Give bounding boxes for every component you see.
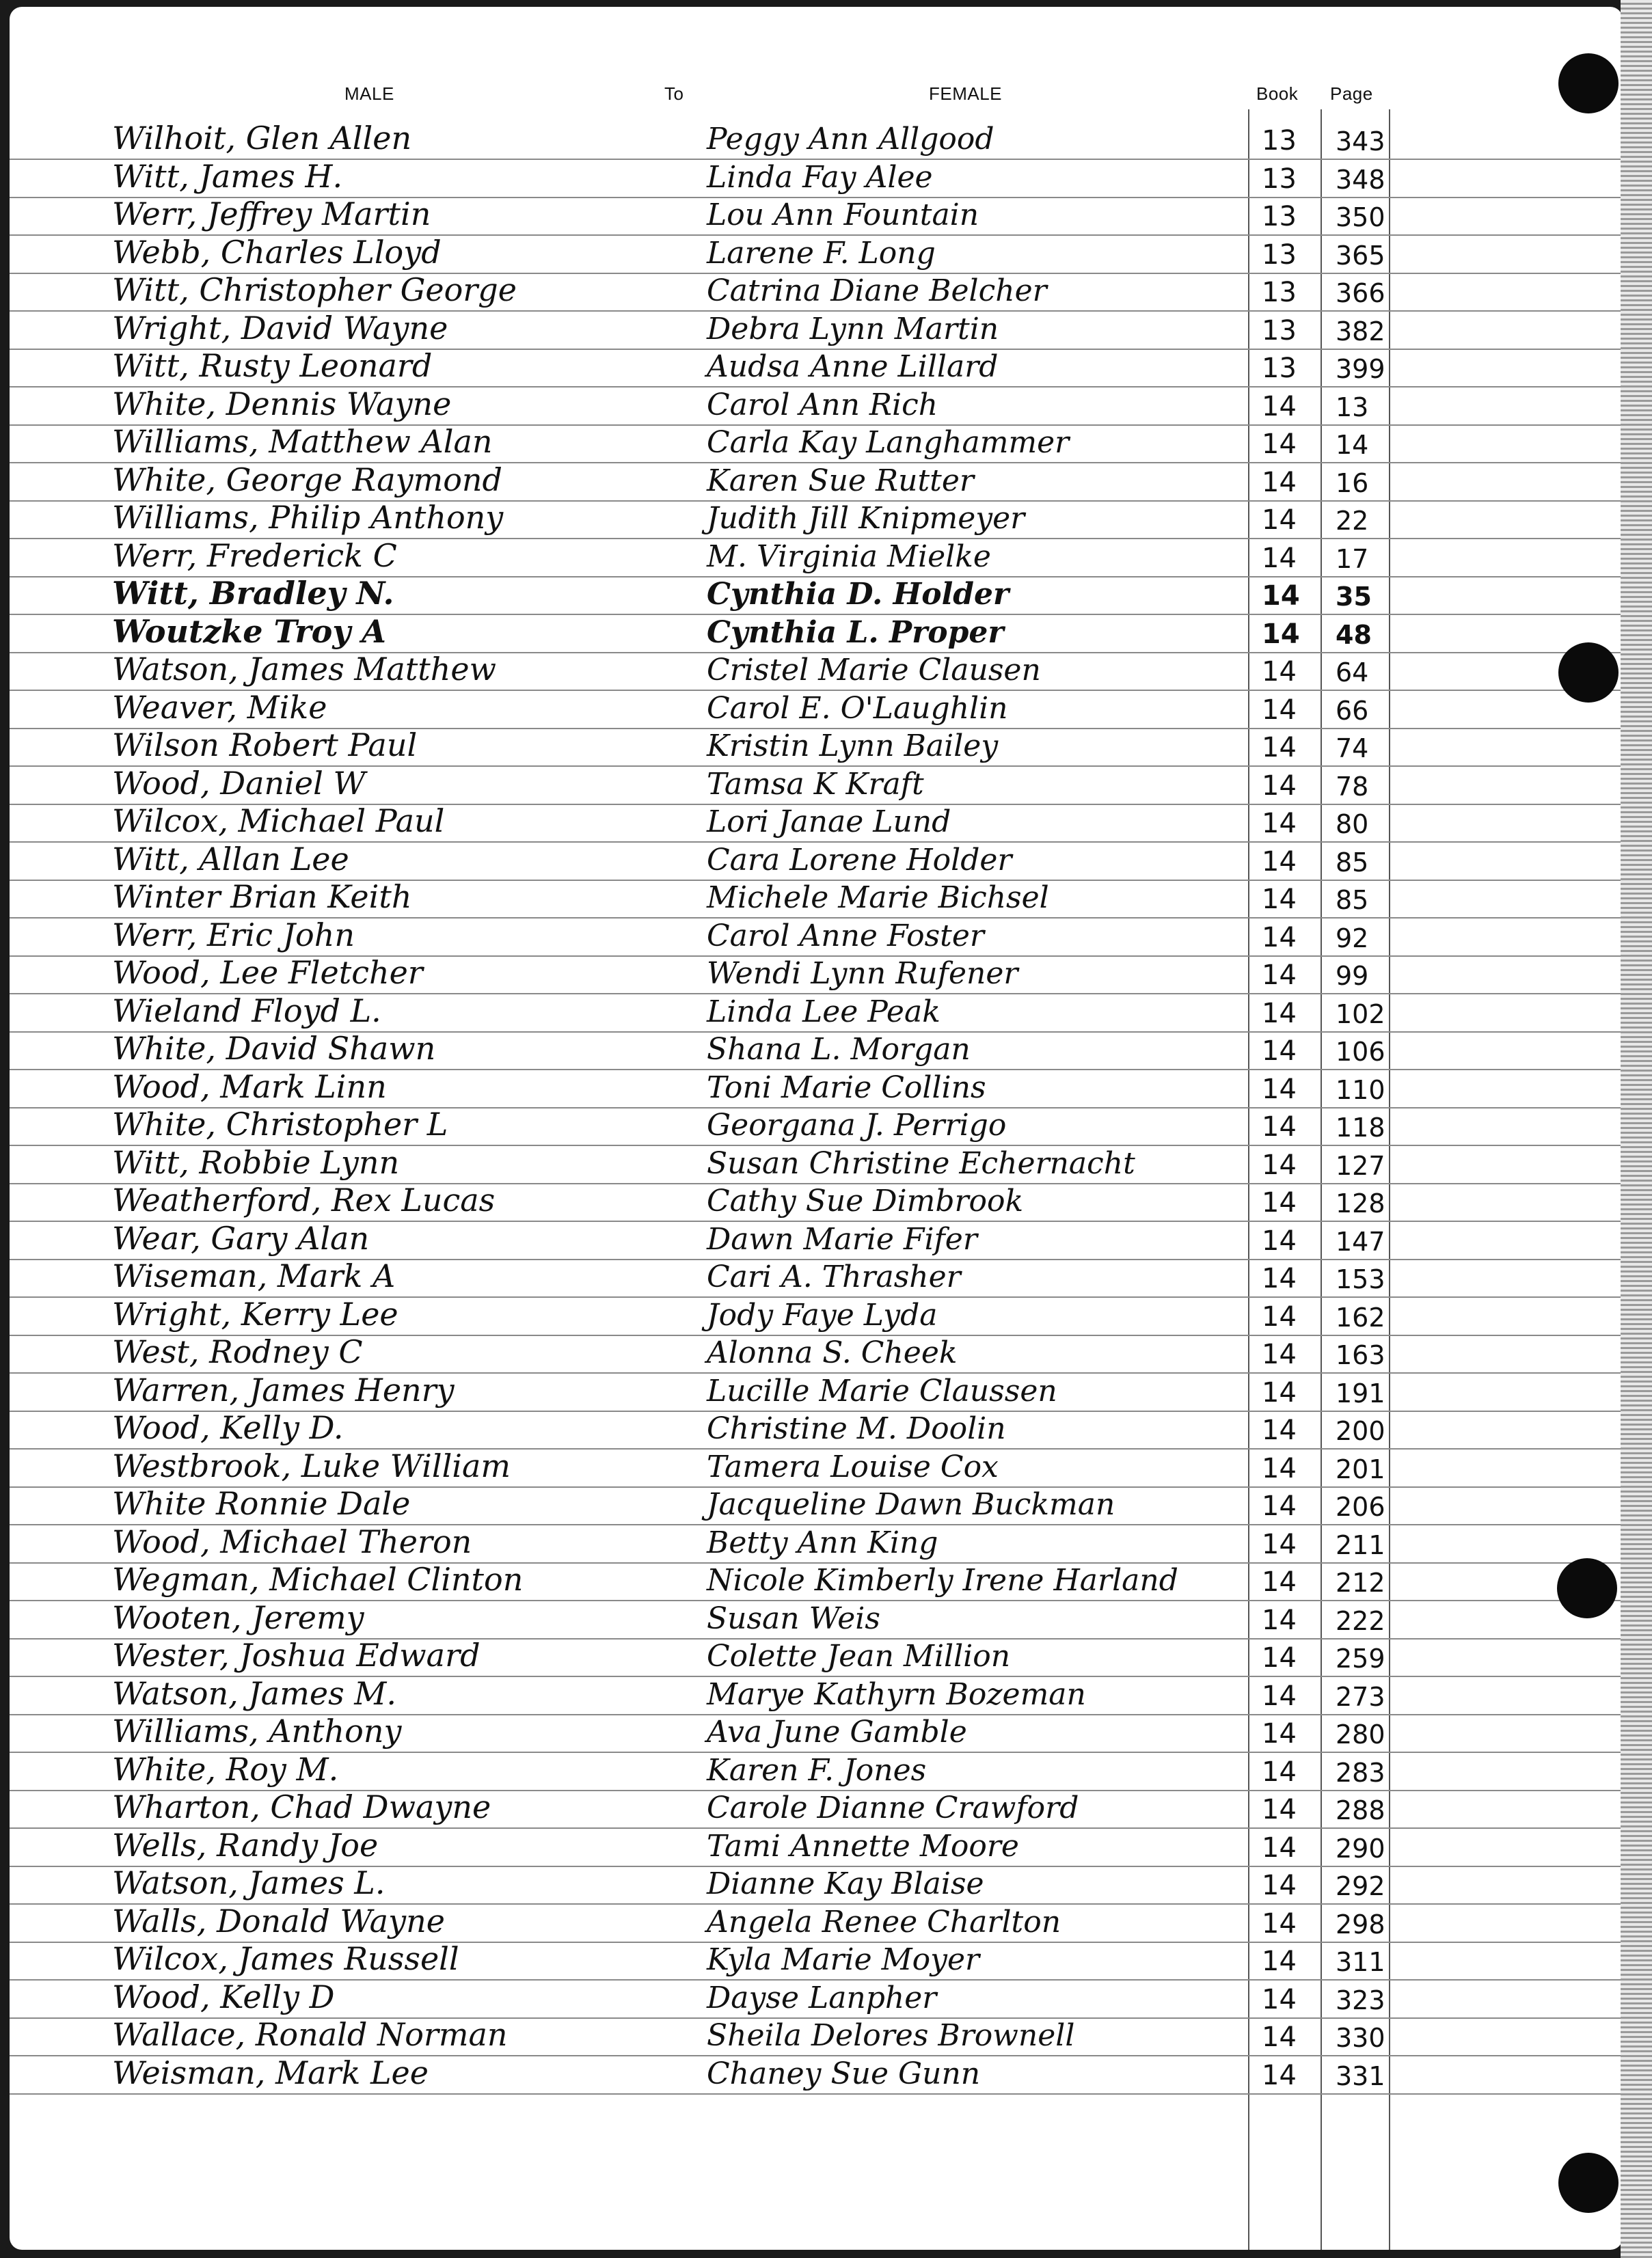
female-name: Carol Anne Foster <box>707 918 984 953</box>
page-number: 92 <box>1336 923 1369 953</box>
ledger-row <box>10 764 1623 804</box>
female-name: Marye Kathyrn Bozeman <box>707 1676 1086 1712</box>
female-name: Angela Renee Charlton <box>707 1904 1061 1940</box>
male-name: White, George Raymond <box>112 461 503 498</box>
page-number: 74 <box>1336 733 1369 763</box>
book-number: 14 <box>1262 2059 1297 2091</box>
female-name: Michele Marie Bichsel <box>707 880 1049 915</box>
ledger-row <box>10 1674 1623 1715</box>
female-name: Jody Faye Lyda <box>707 1297 938 1333</box>
ledger-row <box>10 1525 1623 1563</box>
punch-hole <box>1558 642 1619 703</box>
page-number: 323 <box>1336 1985 1385 2015</box>
page-number: 147 <box>1336 1226 1385 1257</box>
ledger-row <box>10 1487 1623 1525</box>
ledger-row <box>10 273 1623 311</box>
male-name: Witt, Allan Lee <box>112 840 349 878</box>
header-book: Book <box>1256 83 1299 104</box>
male-name: Wood, Michael Theron <box>112 1523 472 1560</box>
female-name: Alonna S. Cheek <box>707 1335 958 1370</box>
book-number: 14 <box>1262 1111 1297 1143</box>
page-number: 22 <box>1336 506 1369 536</box>
page-number: 206 <box>1336 1492 1385 1522</box>
book-number: 14 <box>1262 1604 1297 1636</box>
book-number: 14 <box>1262 770 1297 802</box>
page-number: 85 <box>1336 847 1369 878</box>
male-name: Wood, Mark Linn <box>112 1067 387 1105</box>
ledger-row <box>10 1826 1623 1866</box>
female-name: Kyla Marie Moyer <box>707 1942 980 1977</box>
male-name: Williams, Anthony <box>112 1713 402 1750</box>
male-name: Warren, James Henry <box>112 1371 455 1409</box>
male-name: Wood, Kelly D. <box>112 1409 344 1446</box>
ledger-row <box>10 1257 1623 1297</box>
ledger-page <box>10 7 1623 2250</box>
ledger-row <box>10 309 1623 349</box>
male-name: White, Christopher L <box>112 1106 448 1143</box>
book-number: 13 <box>1262 239 1297 271</box>
book-number: 14 <box>1262 1870 1297 1901</box>
page-number: 259 <box>1336 1644 1385 1674</box>
book-number: 14 <box>1262 1718 1297 1750</box>
female-name: Tamera Louise Cox <box>707 1449 999 1484</box>
male-name: Watson, James L. <box>112 1864 385 1901</box>
male-name: Witt, Bradley N. <box>112 575 394 612</box>
male-name: Woutzke Troy A <box>112 612 386 650</box>
female-name: Tami Annette Moore <box>707 1828 1019 1864</box>
page-number: 290 <box>1336 1833 1385 1864</box>
male-name: Williams, Matthew Alan <box>112 423 493 460</box>
book-number: 14 <box>1262 542 1297 574</box>
page-number: 106 <box>1336 1037 1385 1067</box>
ledger-row <box>10 463 1623 501</box>
page-number: 153 <box>1336 1264 1385 1294</box>
female-name: Kristin Lynn Bailey <box>707 729 999 763</box>
page-number: 331 <box>1336 2060 1385 2091</box>
book-number: 14 <box>1262 1187 1297 1219</box>
female-name: Christine M. Doolin <box>707 1411 1006 1446</box>
book-number: 14 <box>1262 1225 1297 1257</box>
ledger-row <box>10 1295 1623 1335</box>
page-number: 35 <box>1336 582 1372 612</box>
female-name: Lou Ann Fountain <box>707 198 979 232</box>
female-name: M. Virginia Mielke <box>707 539 991 574</box>
book-number: 14 <box>1262 1794 1297 1825</box>
male-name: Wegman, Michael Clinton <box>112 1561 524 1598</box>
male-name: Werr, Frederick C <box>112 536 397 574</box>
page-number: 66 <box>1336 695 1369 726</box>
ledger-row <box>10 916 1623 956</box>
female-name: Karen F. Jones <box>707 1752 927 1788</box>
ledger-row <box>10 1563 1623 1601</box>
page-number: 163 <box>1336 1340 1385 1370</box>
page-number: 85 <box>1336 885 1369 915</box>
male-name: Witt, Christopher George <box>112 271 517 308</box>
ledger-row <box>10 880 1623 918</box>
book-number: 14 <box>1262 694 1297 726</box>
ledger-row <box>10 2056 1623 2094</box>
page-number: 330 <box>1336 2023 1385 2053</box>
female-name: Carole Dianne Crawford <box>707 1791 1079 1825</box>
ledger-row <box>10 501 1623 539</box>
male-name: Wilcox, Michael Paul <box>112 802 445 839</box>
ledger-row <box>10 536 1623 577</box>
ledger-row <box>10 122 1623 159</box>
female-name: Karen Sue Rutter <box>707 463 974 498</box>
male-name: Witt, James H. <box>112 157 343 195</box>
female-name: Susan Weis <box>707 1601 880 1636</box>
male-name: West, Rodney C <box>112 1333 363 1370</box>
page-number: 366 <box>1336 278 1385 308</box>
page-number: 343 <box>1336 126 1385 157</box>
male-name: Wharton, Chad Dwayne <box>112 1788 491 1825</box>
ledger-row <box>10 349 1623 387</box>
female-name: Judith Jill Knipmeyer <box>707 501 1025 536</box>
book-number: 13 <box>1262 125 1297 157</box>
ledger-row <box>10 425 1623 463</box>
page-number: 382 <box>1336 316 1385 346</box>
female-name: Susan Christine Echernacht <box>707 1145 1135 1181</box>
ledger-row <box>10 1447 1623 1487</box>
page-number: 298 <box>1336 1909 1385 1940</box>
ledger-row <box>10 1032 1623 1070</box>
page-number: 201 <box>1336 1454 1385 1484</box>
book-number: 14 <box>1262 1035 1297 1067</box>
ledger-row <box>10 726 1623 766</box>
ledger-row <box>10 688 1623 729</box>
female-name: Cari A. Thrasher <box>707 1260 961 1294</box>
book-number: 14 <box>1262 466 1297 498</box>
page-number: 118 <box>1336 1113 1385 1143</box>
male-name: Wood, Lee Fletcher <box>112 954 423 991</box>
book-number: 14 <box>1262 884 1297 915</box>
page-number: 200 <box>1336 1416 1385 1446</box>
male-name: Wilson Robert Paul <box>112 726 418 763</box>
male-name: Witt, Rusty Leonard <box>112 347 433 384</box>
female-name: Shana L. Morgan <box>707 1032 971 1067</box>
male-name: Werr, Jeffrey Martin <box>112 195 431 232</box>
female-name: Peggy Ann Allgood <box>707 122 994 157</box>
book-number: 14 <box>1262 1073 1297 1105</box>
book-number: 14 <box>1262 618 1300 650</box>
book-number: 14 <box>1262 429 1297 460</box>
page-number: 13 <box>1336 392 1369 422</box>
page-number: 128 <box>1336 1188 1385 1219</box>
ledger-row <box>10 1715 1623 1752</box>
book-number: 14 <box>1262 504 1297 536</box>
male-name: Weatherford, Rex Lucas <box>112 1182 496 1219</box>
page-number: 99 <box>1336 961 1369 991</box>
page-number: 110 <box>1336 1074 1385 1105</box>
female-name: Toni Marie Collins <box>707 1070 986 1105</box>
ledger-row <box>10 994 1623 1032</box>
ledger-row <box>10 1601 1623 1639</box>
page-number: 288 <box>1336 1795 1385 1825</box>
book-number: 14 <box>1262 1149 1297 1181</box>
book-number: 14 <box>1262 1528 1297 1560</box>
male-name: Winter Brian Keith <box>112 878 412 915</box>
female-name: Lori Janae Lund <box>707 804 951 839</box>
page-number: 14 <box>1336 430 1369 460</box>
female-name: Tamsa K Kraft <box>707 766 924 802</box>
female-name: Sheila Delores Brownell <box>707 2018 1075 2053</box>
ledger-row <box>10 840 1623 880</box>
page-number: 348 <box>1336 164 1385 195</box>
ledger-row <box>10 1902 1623 1942</box>
book-number: 14 <box>1262 1680 1297 1712</box>
male-name: Walls, Donald Wayne <box>112 1902 445 1940</box>
punch-hole <box>1558 2153 1619 2213</box>
book-number: 14 <box>1262 732 1297 763</box>
book-number: 14 <box>1262 2022 1297 2053</box>
book-number: 14 <box>1262 1907 1297 1940</box>
book-number: 13 <box>1262 353 1297 384</box>
ledger-row <box>10 577 1623 614</box>
ledger-row <box>10 1639 1623 1676</box>
ledger-row <box>10 1866 1623 1904</box>
book-number: 14 <box>1262 656 1297 688</box>
male-name: Weisman, Mark Lee <box>112 2054 429 2091</box>
page-number: 16 <box>1336 467 1369 498</box>
ledger-row <box>10 1978 1623 2018</box>
male-name: Watson, James Matthew <box>112 651 497 688</box>
page-number: 222 <box>1336 1605 1385 1636</box>
male-name: Wallace, Ronald Norman <box>112 2016 508 2053</box>
book-number: 14 <box>1262 808 1297 839</box>
book-number: 13 <box>1262 277 1297 308</box>
book-number: 14 <box>1262 390 1297 422</box>
female-name: Dawn Marie Fifer <box>707 1221 977 1257</box>
male-name: Wooten, Jeremy <box>112 1599 364 1636</box>
female-name: Carla Kay Langhammer <box>707 425 1070 460</box>
page-number: 64 <box>1336 657 1369 688</box>
female-name: Colette Jean Million <box>707 1639 1011 1674</box>
page-number: 273 <box>1336 1681 1385 1712</box>
female-name: Cynthia L. Proper <box>707 614 1004 650</box>
book-number: 14 <box>1262 1376 1297 1409</box>
ledger-row <box>10 195 1623 235</box>
ledger-row <box>10 804 1623 842</box>
ledger-row <box>10 1371 1623 1411</box>
book-number: 14 <box>1262 1642 1297 1674</box>
book-number: 14 <box>1262 1301 1297 1333</box>
book-number: 14 <box>1262 1832 1297 1864</box>
book-number: 14 <box>1262 1983 1297 2015</box>
female-name: Jacqueline Dawn Buckman <box>707 1487 1115 1522</box>
ledger-row <box>10 1143 1623 1184</box>
scan-edge <box>1621 0 1652 2258</box>
page-number: 365 <box>1336 240 1385 271</box>
female-name: Dayse Lanpher <box>707 1980 937 2015</box>
male-name: White Ronnie Dale <box>112 1485 411 1522</box>
male-name: Wiseman, Mark A <box>112 1257 396 1294</box>
female-name: Cynthia D. Holder <box>707 577 1010 612</box>
ledger-row <box>10 1335 1623 1373</box>
female-name: Cara Lorene Holder <box>707 842 1012 878</box>
page-number: 280 <box>1336 1719 1385 1750</box>
female-name: Wendi Lynn Rufener <box>707 956 1018 991</box>
page-number: 127 <box>1336 1150 1385 1181</box>
ledger-row <box>10 1108 1623 1145</box>
female-name: Audsa Anne Lillard <box>707 349 999 384</box>
book-number: 14 <box>1262 1339 1297 1370</box>
male-name: Wilcox, James Russell <box>112 1940 459 1977</box>
book-number: 14 <box>1262 1263 1297 1294</box>
male-name: Williams, Philip Anthony <box>112 499 504 536</box>
page-number: 102 <box>1336 998 1385 1029</box>
book-number: 14 <box>1262 580 1300 612</box>
male-name: Westbrook, Luke William <box>112 1447 511 1484</box>
page-number: 292 <box>1336 1871 1385 1901</box>
header-page: Page <box>1330 83 1373 104</box>
page-number: 162 <box>1336 1302 1385 1333</box>
male-name: Wieland Floyd L. <box>112 992 381 1029</box>
punch-hole <box>1558 53 1619 113</box>
book-number: 14 <box>1262 1566 1297 1598</box>
header-to: To <box>664 83 684 104</box>
book-number: 13 <box>1262 314 1297 346</box>
page-number: 78 <box>1336 771 1369 802</box>
book-number: 14 <box>1262 1452 1297 1484</box>
female-name: Dianne Kay Blaise <box>707 1866 984 1901</box>
page-number: 80 <box>1336 809 1369 839</box>
ledger-row <box>10 387 1623 425</box>
book-number: 14 <box>1262 845 1297 878</box>
ledger-row <box>10 2018 1623 2056</box>
male-name: White, Roy M. <box>112 1750 339 1788</box>
female-name: Linda Lee Peak <box>707 994 940 1029</box>
page-number: 191 <box>1336 1378 1385 1409</box>
ledger-row <box>10 956 1623 994</box>
female-name: Debra Lynn Martin <box>707 311 999 346</box>
female-name: Carol Ann Rich <box>707 387 938 422</box>
female-name: Linda Fay Alee <box>707 159 933 195</box>
book-number: 14 <box>1262 1491 1297 1522</box>
ledger-row <box>10 1750 1623 1791</box>
page-number: 283 <box>1336 1757 1385 1788</box>
female-name: Larene F. Long <box>707 235 936 271</box>
male-name: Watson, James M. <box>112 1674 397 1712</box>
male-name: White, David Shawn <box>112 1030 436 1067</box>
ledger-row <box>10 612 1623 653</box>
page-number: 17 <box>1336 543 1369 574</box>
book-number: 14 <box>1262 1756 1297 1788</box>
male-name: Wells, Randy Joe <box>112 1826 379 1864</box>
ledger-row <box>10 1219 1623 1260</box>
ledger-row <box>10 1184 1623 1221</box>
header-female: FEMALE <box>929 83 1003 104</box>
female-name: Ava June Gamble <box>707 1715 967 1750</box>
page-number: 399 <box>1336 354 1385 384</box>
header-male: MALE <box>344 83 394 104</box>
ledger-row <box>10 1411 1623 1449</box>
book-number: 14 <box>1262 960 1297 991</box>
page-number: 48 <box>1336 619 1372 650</box>
ledger-row <box>10 157 1623 198</box>
male-name: Wood, Daniel W <box>112 764 366 802</box>
female-name: Carol E. O'Laughlin <box>707 690 1008 726</box>
page-number: 311 <box>1336 1947 1385 1977</box>
male-name: Weaver, Mike <box>112 688 327 726</box>
male-name: Wester, Joshua Edward <box>112 1637 480 1674</box>
book-number: 13 <box>1262 201 1297 232</box>
book-number: 14 <box>1262 1946 1297 1977</box>
female-name: Catrina Diane Belcher <box>707 273 1047 308</box>
female-name: Cristel Marie Clausen <box>707 653 1041 688</box>
page-number: 211 <box>1336 1529 1385 1560</box>
ledger-row <box>10 1067 1623 1108</box>
female-name: Georgana J. Perrigo <box>707 1108 1007 1143</box>
punch-hole <box>1557 1558 1617 1618</box>
ledger-row <box>10 233 1623 273</box>
ledger-row <box>10 1788 1623 1828</box>
female-name: Betty Ann King <box>707 1525 938 1560</box>
page-number: 350 <box>1336 202 1385 232</box>
male-name: Wood, Kelly D <box>112 1978 335 2015</box>
page-number: 212 <box>1336 1568 1385 1598</box>
male-name: White, Dennis Wayne <box>112 385 452 422</box>
female-name: Cathy Sue Dimbrook <box>707 1184 1024 1219</box>
male-name: Werr, Eric John <box>112 916 355 953</box>
book-number: 14 <box>1262 921 1297 953</box>
ledger-row <box>10 1942 1623 1980</box>
male-name: Wright, Kerry Lee <box>112 1295 398 1333</box>
male-name: Wright, David Wayne <box>112 309 448 346</box>
male-name: Webb, Charles Lloyd <box>112 233 442 271</box>
book-number: 14 <box>1262 997 1297 1029</box>
female-name: Nicole Kimberly Irene Harland <box>707 1563 1178 1598</box>
male-name: Wilhoit, Glen Allen <box>112 120 412 157</box>
book-number: 13 <box>1262 163 1297 195</box>
male-name: Wear, Gary Alan <box>112 1219 370 1257</box>
female-name: Lucille Marie Claussen <box>707 1373 1057 1409</box>
male-name: Witt, Robbie Lynn <box>112 1143 400 1181</box>
female-name: Chaney Sue Gunn <box>707 2056 981 2091</box>
ledger-row <box>10 653 1623 690</box>
book-number: 14 <box>1262 1415 1297 1446</box>
